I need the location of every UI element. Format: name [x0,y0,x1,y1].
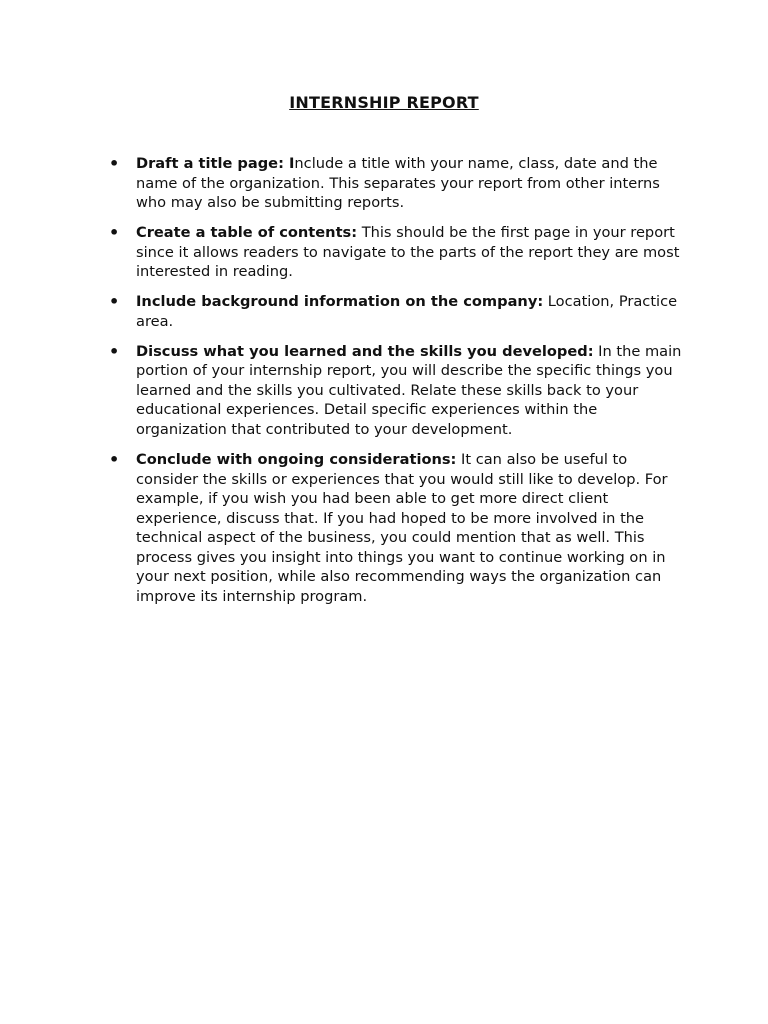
item-text: It can also be useful to consider the skills or experiences that you would still like to develop. For example, if you wish you had been able to get more direct client experience, discuss that. If you had hoped to be more involved in the technical aspect of the business, you could mention that as well. This process gives you insight into things you want to continue working on in your next position, while also recommending ways the organization can improve its internship program. [136,450,668,606]
list-item [109,292,684,331]
list-item [109,341,684,440]
item-text: Location, Practice area. [136,293,678,330]
document-title: INTERNSHIP REPORT [289,93,479,112]
item-heading: Draft a title page: I [136,155,295,172]
bullet-icon: • [109,341,120,361]
item-heading: Discuss what you learned and the skills you developed: [136,342,594,360]
item-heading: Include background information on the company: [136,293,544,311]
bullet-icon: • [109,154,120,173]
bullet-list [109,154,684,617]
list-item [109,154,684,213]
bullet-icon: • [109,449,120,469]
item-text: This should be the first page in your report since it allows readers to navigate to the parts of the report they are most interested in reading. [136,224,680,281]
item-text: In the main portion of your internship report, you will describe the specific things you learned and the skills you cultivated. Relate these skills back to your educational experiences. Detail specific experiences within the organization that contributed to your development. [136,342,682,439]
bullet-icon: • [109,292,120,312]
list-item [109,223,684,282]
item-text: nclude a title with your name, class, date and the name of the organization. This separates your report from other interns who may also be submitting reports. [136,155,660,212]
item-heading: Conclude with ongoing considerations: [136,450,457,468]
bullet-icon: • [109,223,120,243]
list-item [109,449,684,607]
item-heading: Create a table of contents: [136,224,358,242]
